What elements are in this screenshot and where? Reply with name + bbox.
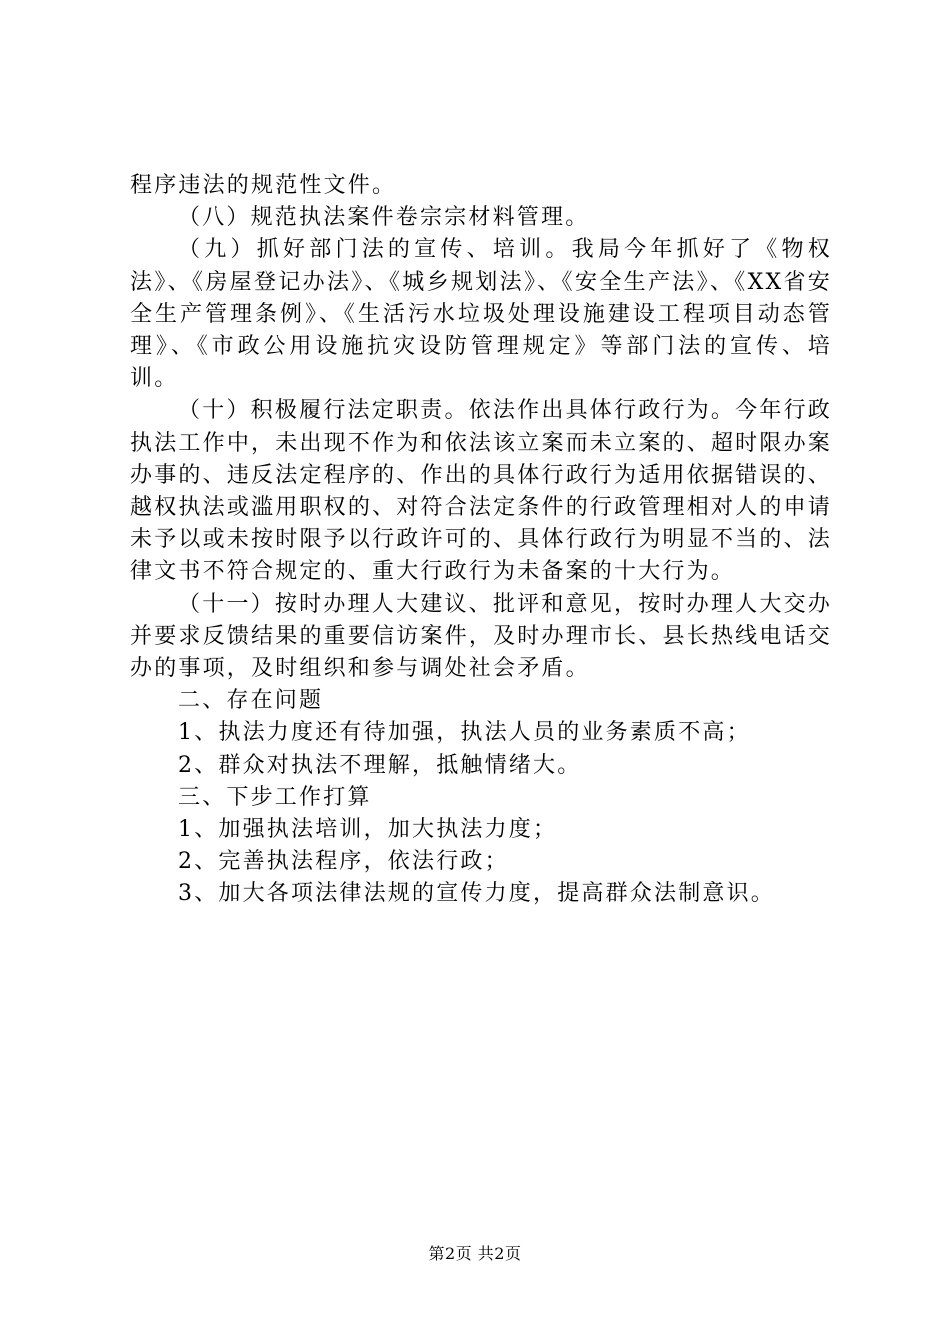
list-item-plan-2: 2、完善执法程序，依法行政； bbox=[178, 849, 509, 875]
paragraph-item-8: （八）规范执法案件卷宗宗材料管理。 bbox=[178, 205, 590, 231]
page-number-footer: 第2页 共2页 bbox=[428, 1244, 522, 1263]
paragraph-item-11: （十一）按时办理人大建议、批评和意见，按时办理人大交办并要求反馈结果的重要信访案件，及时办理市长、县长热线电话交办的事项，及时组织和参与调处社会矛盾。 bbox=[130, 591, 832, 682]
section-heading-next-steps: 三、下步工作打算 bbox=[178, 784, 372, 810]
paragraph-item-10: （十）积极履行法定职责。依法作出具体行政行为。今年行政执法工作中，未出现不作为和依法该立案而未立案的、超时限办案办事的、违反法定程序的、作出的具体行政行为适用依据错误的、越权执法或滥用职权的、对符合法定条件的行政管理相对人的申请未予以或未按时限予以行政许可的、具体行政行为明显不当的、法律文书不符合规定的、重大行政行为未备案的十大行为。 bbox=[130, 398, 832, 585]
paragraph-continuation: 程序违法的规范性文件。 bbox=[130, 173, 397, 198]
section-heading-problems: 二、存在问题 bbox=[178, 688, 324, 714]
list-item-plan-3: 3、加大各项法律法规的宣传力度，提高群众法制意识。 bbox=[178, 881, 775, 907]
list-item-problem-1: 1、执法力度还有待加强，执法人员的业务素质不高； bbox=[178, 720, 751, 746]
list-item-problem-2: 2、群众对执法不理解，抵触情绪大。 bbox=[178, 752, 582, 778]
document-body bbox=[130, 170, 832, 911]
paragraph-item-9: （九）抓好部门法的宣传、培训。我局今年抓好了《物权法》、《房屋登记办法》、《城乡规划法》、《安全生产法》、《XX省安全生产管理条例》、《生活污水垃圾处理设施建设工程项目动态管理》、《市政公用设施抗灾设防管理规定》等部门法的宣传、培训。 bbox=[130, 237, 832, 392]
list-item-plan-1: 1、加强执法培训，加大执法力度； bbox=[178, 817, 558, 843]
